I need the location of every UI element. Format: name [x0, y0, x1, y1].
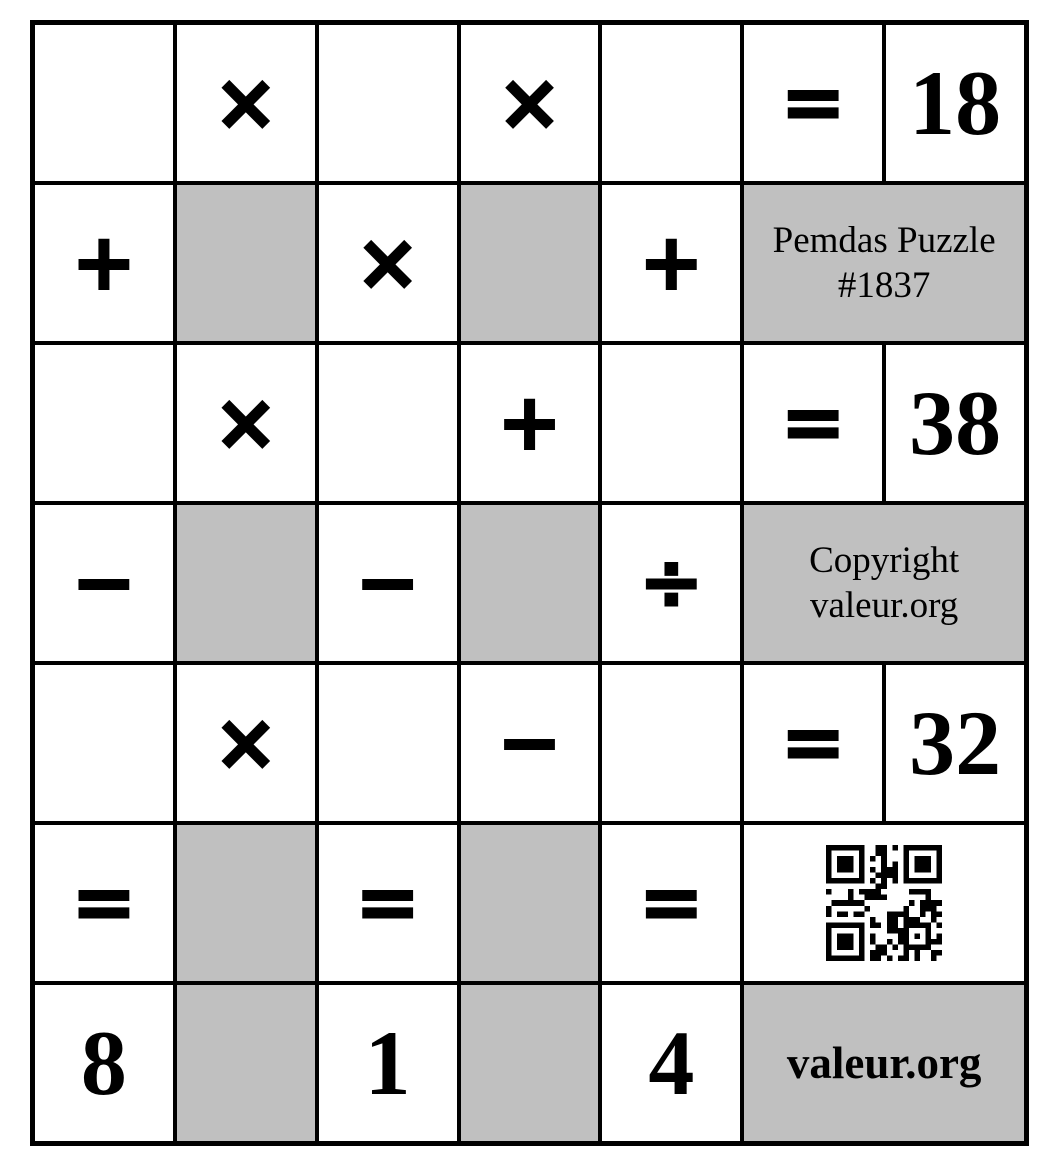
operator-minus [33, 503, 175, 663]
number-value: 32 [909, 692, 1002, 794]
operator-equals [317, 823, 459, 983]
answer-cell [600, 343, 742, 503]
answer-cell [317, 23, 459, 183]
puzzle-title-block [773, 218, 996, 308]
operator-plus [600, 183, 742, 343]
blocked-cell [459, 183, 601, 343]
operator-minus-glyph: − [71, 538, 137, 628]
number-value: 18 [909, 52, 1002, 154]
operator-equals-glyph: = [780, 378, 846, 468]
operator-divide [600, 503, 742, 663]
operator-minus [459, 663, 601, 823]
puzzle-grid [30, 20, 1029, 1146]
operator-minus-glyph: − [496, 698, 563, 788]
answer-cell [33, 23, 175, 183]
result-4 [600, 983, 742, 1143]
number-value: 8 [80, 1012, 127, 1114]
answer-cell [33, 663, 175, 823]
blocked-cell [459, 823, 601, 983]
operator-equals-glyph: = [354, 858, 421, 948]
puzzle-title-line2: #1837 [837, 265, 931, 306]
result-38 [884, 343, 1026, 503]
operator-equals-glyph: = [638, 858, 705, 948]
blocked-cell [175, 183, 317, 343]
copyright-text-block [809, 538, 959, 628]
number-value: 1 [364, 1012, 411, 1114]
operator-times [175, 343, 317, 503]
brand-label: valeur.org [786, 1037, 982, 1088]
operator-plus-glyph: + [496, 378, 563, 468]
operator-equals [742, 343, 884, 503]
operator-equals [742, 663, 884, 823]
operator-divide-glyph: ÷ [638, 538, 705, 628]
blocked-cell [175, 823, 317, 983]
blocked-cell [175, 503, 317, 663]
operator-times-glyph: × [496, 58, 563, 148]
copyright-text-line1: Copyright [809, 539, 960, 581]
answer-cell [33, 343, 175, 503]
puzzle-title-line1: Pemdas Puzzle [772, 219, 996, 261]
blocked-cell [459, 983, 601, 1143]
operator-times [459, 23, 601, 183]
operator-plus [459, 343, 601, 503]
operator-plus [33, 183, 175, 343]
puzzle-title [742, 183, 1026, 343]
operator-minus [317, 503, 459, 663]
operator-times-glyph: × [213, 378, 279, 468]
brand-text [742, 983, 1026, 1143]
operator-times [175, 23, 317, 183]
operator-times [317, 183, 459, 343]
answer-cell [317, 663, 459, 823]
operator-equals-glyph: = [71, 858, 137, 948]
operator-equals [600, 823, 742, 983]
operator-times [175, 663, 317, 823]
result-1 [317, 983, 459, 1143]
copyright-text-line2: valeur.org [809, 585, 959, 626]
operator-equals-glyph: = [780, 698, 846, 788]
operator-minus-glyph: − [354, 538, 421, 628]
operator-plus-glyph: + [638, 218, 705, 308]
result-32 [884, 663, 1026, 823]
answer-cell [600, 23, 742, 183]
operator-times-glyph: × [213, 698, 279, 788]
operator-equals [742, 23, 884, 183]
operator-plus-glyph: + [71, 218, 137, 308]
result-8 [33, 983, 175, 1143]
blocked-cell [175, 983, 317, 1143]
qr-code-image [826, 845, 942, 961]
operator-equals [33, 823, 175, 983]
qr-code-icon [742, 823, 1026, 983]
number-value: 38 [909, 372, 1002, 474]
copyright-text [742, 503, 1026, 663]
operator-equals-glyph: = [780, 58, 846, 148]
operator-times-glyph: × [213, 58, 279, 148]
blocked-cell [459, 503, 601, 663]
operator-times-glyph: × [354, 218, 421, 308]
result-18 [884, 23, 1026, 183]
number-value: 4 [648, 1012, 695, 1114]
answer-cell [600, 663, 742, 823]
answer-cell [317, 343, 459, 503]
